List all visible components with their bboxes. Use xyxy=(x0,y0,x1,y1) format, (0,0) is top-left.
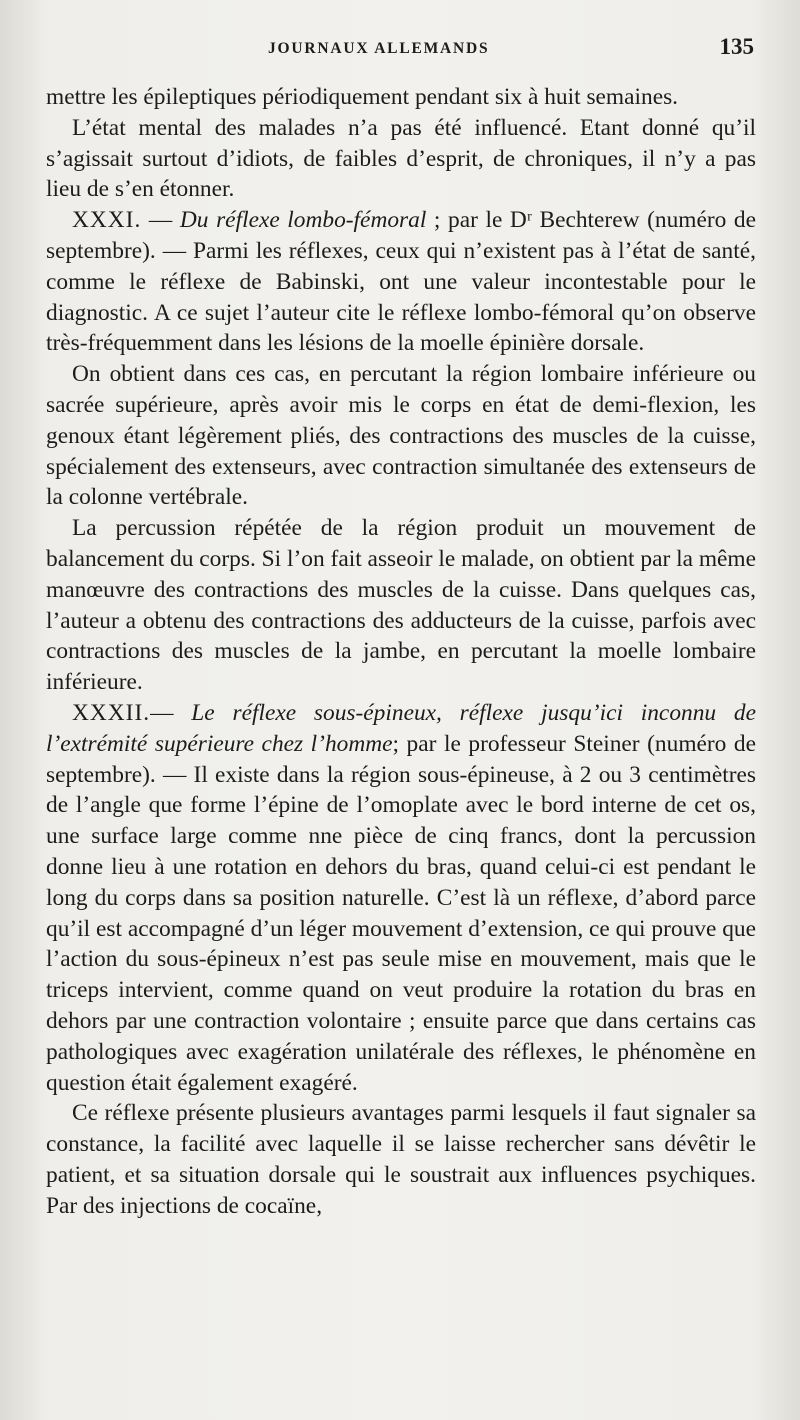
paragraph-continuation xyxy=(46,82,756,113)
paragraph-text: ; par le Dʳ Bechterew (numéro de septembre). — Parmi les réflexes, ceux qui n’existent pas à l’état de santé, comme le réflexe de Babinski, ont une valeur incontestable pour le diagnostic. A ce sujet l’auteur cite le réflexe lombo-fémoral qu’on observe très-fréquemment dans les lésions de la moelle épinière dorsale. xyxy=(46,207,756,357)
paragraph-mental-state xyxy=(46,113,756,205)
section-xxxii xyxy=(46,698,756,1098)
section-dash: — xyxy=(141,207,180,234)
section-title: Le réflexe sous-épineux, réflexe jusqu’ici inconnu de l’extrémité supérieure chez l’homme xyxy=(46,699,756,757)
paragraph-obtaining-reflex xyxy=(46,359,756,513)
section-number: XXXII. xyxy=(72,699,151,726)
section-xxxi xyxy=(46,205,756,359)
paragraph-advantages xyxy=(46,1098,756,1221)
paragraph-text: On obtient dans ces cas, en percutant la région lombaire inférieure ou sacrée supérieure, après avoir mis le corps en état de demi-flexion, les genoux étant légèrement pliés, des contractions des muscles de la cuisse, spécialement des extenseurs, avec contraction simultanée des extenseurs de la colonne vertébrale. xyxy=(46,361,756,511)
page-number: 135 xyxy=(719,34,754,59)
section-dash: — xyxy=(150,699,192,726)
running-title: JOURNAUX ALLEMANDS xyxy=(268,40,490,57)
paragraph-text: Ce réflexe présente plusieurs avantages parmi lesquels il faut signaler sa constance, la facilité avec laquelle il se laisse rechercher sans dévêtir le patient, et sa situation dorsale qui le soustrait aux influences psychiques. Par des injections de cocaïne, xyxy=(46,1100,756,1219)
paragraph-percussion xyxy=(46,513,756,698)
paragraph-text: L’état mental des malades n’a pas été influencé. Etant donné qu’il s’agissait surtout d’idiots, de faibles d’esprit, de chroniques, il n’y a pas lieu de s’en étonner. xyxy=(46,114,756,203)
section-title: Du réflexe lombo-fémoral xyxy=(179,207,427,234)
section-number: XXXI. xyxy=(72,207,142,234)
paragraph-text: La percussion répétée de la région produit un mouvement de balancement du corps. Si l’on fait asseoir le malade, on obtient par la même manœuvre des contractions des muscles de la cuisse. Dans quelques cas, l’auteur a obtenu des contractions des adducteurs de la cuisse, parfois avec contractions des muscles de la jambe, en percutant la moelle lombaire inférieure. xyxy=(46,515,756,696)
page-header xyxy=(46,30,756,74)
body-text xyxy=(46,82,756,1221)
paragraph-text: ; par le professeur Steiner (numéro de septembre). — Il existe dans la région sous-épineuse, à 2 ou 3 centimètres de l’angle que forme l’épine de l’omoplate avec le bord interne de cet os, une surface large comme nne pièce de cinq francs, dont la percussion donne lieu à une rotation en dehors du bras, quand celui-ci est pendant le long du corps dans sa position naturelle. C’est là un réflexe, d’abord parce qu’il est accompagné d’un léger mouvement d’extension, ce qui prouve que l’action du sous-épineux n’est pas seule mise en mouvement, mais que le triceps intervient, comme quand on veut produire la rotation du bras en dehors par une contraction volontaire ; ensuite parce que dans certains cas pathologiques avec exagération unilatérale des réflexes, le phénomène en question était également exagéré. xyxy=(46,730,756,1096)
paragraph-text: mettre les épileptiques périodiquement pendant six à huit semaines. xyxy=(46,84,679,110)
